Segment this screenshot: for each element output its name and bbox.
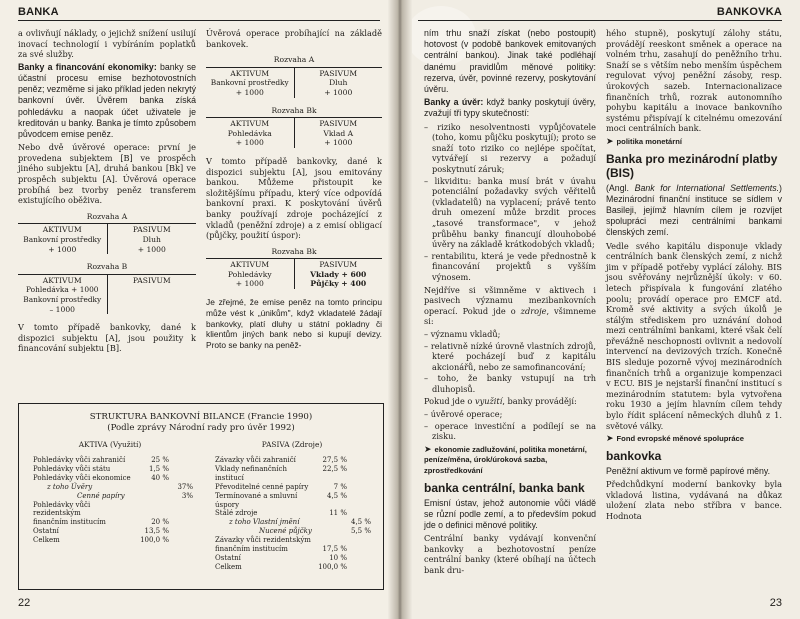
balance-rozvaha-a-2: Rozvaha A AKTIVUM Bankovní prostředky + 1000 PASIVUM Dluh + 1000 <box>206 55 382 97</box>
cross-reference: ➤ Fond evropské měnové spolupráce <box>606 433 744 444</box>
paragraph: Vedle svého kapitálu disponuje vklady centrálních bank členských zemí, z nichž jim v případě potřeby vyplácí zálohy. BIS jsou svěřovány nejrůznější úkoly: v 60. letech přispívala k fungování zlatého poolu; provádí operace pro EMCF atd. Kromě své aktivity a svých úkolů je stálým střediskem pro uznávání dohod mezi centrálními bankami, které však čelí převážně neschopnosti ovlivnit a nedovolí intervencí na devizových trzích. Konečně BIS sleduje pozorně vývoj mezinárodních finančních trhů a organizuje kompenzaci v ECU. BIS je nejstarší finanční institucí s mezinárodním statutem: byla vytvořena roku 1930 a jejím hlavním cílem tehdy bylo řídit splácení německých dluhů z 1. světové války. <box>606 240 782 431</box>
pasiva-heading: PASIVA (Zdroje) <box>261 440 323 449</box>
list-item: – relativně nízké úrovně vlastních zdrojů, které pocházejí buď z kapitálu akcionářů, nebo ze samofinancování; <box>424 341 596 373</box>
left-column-2 <box>206 28 382 353</box>
definition: Emisní ústav, jehož autonomie vůči vládě se různí podle zemí, a to především pokud jde o definici měnové politiky. <box>424 497 596 531</box>
arrow-icon: ➤ <box>606 433 614 444</box>
definition: Peněžní aktivum ve formě papírové měny. <box>606 465 771 476</box>
table-row: Termínované a smluvní úspory 4,5 % <box>215 491 347 509</box>
paragraph: Úvěrová operace probíhající na základě bankovek. <box>206 28 382 49</box>
list-item: – operace investiční a podílejí se na zisku. <box>424 421 596 442</box>
table-row: Převoditelné cenné papíry 7 % <box>215 482 347 491</box>
bold-term: Banky a financování ekonomiky: <box>18 61 157 72</box>
table-row: finančním institucím 20 % <box>33 518 169 527</box>
balance-rozvaha-a: Rozvaha A AKTIVUM Bankovní prostředky + 1000 PASIVUM Dluh + 1000 <box>18 212 196 254</box>
paragraph-banky-financovani: Banky a financování ekonomiky: banky se účastní procesu emise bezhotovostních peněz; vezměme si jako příklad jeden nekrytý bankovní úvěr. Úvěrem banka získá pohledávku a naopak účet uživatele je kreditován u banky. Banka je tímto způsobem původcem emise peněz. <box>18 61 196 139</box>
paragraph: ním trhu snaží získat (nebo postoupit) hotovost (v podobě bankovek emitovaných centrální bankou). Jinak také podléhají danému pravidlům měnové politiky: rezerva, úvěr, povinné rezervy, poskytování úvěru. <box>424 28 596 95</box>
table-row: Cenné papíry 3% <box>77 491 193 500</box>
bilance-table-frame <box>18 403 384 590</box>
list-zdroje <box>424 329 596 395</box>
table-row: Celkem 100,0 % <box>215 562 347 571</box>
list-item: – riziko nesolventnosti vypůjčovatele (toho, komu půjčku poskytují); proto se snaží toto riziko co nejlépe spočítat, vytvářejí si rezervy a požadují poskytnutí záruk; <box>424 122 596 175</box>
paragraph: a ovlivňují náklady, o jejichž snížení usilují inovací technologií i vybíráním poplatků za své služby. <box>18 28 196 60</box>
table-row: Pohledávky vůči ekonomice 40 % <box>33 473 169 482</box>
list-uver <box>424 122 596 283</box>
paragraph: hého stupně), poskytují zálohy státu, provádějí reeskont směnek a operace na volném trhu, zasahují do peněžního trhu. Snaží se s větším nebo menším úspěchem regulovat vývoj peněžní zásoby, resp. úrokových sazeb. Internacionalizace finančních trhů, rozrak autonomního pohybu kapitálu a inovace bankovního systému přispívají k citelnému omezování moci centrálních bank. <box>606 28 782 134</box>
paragraph: V tomto případě bankovky, dané k dispozici subjektu [A], jsou emitovány bankou. Můžeme přistoupit ke složitějšímu případu, který více odpovídá bankovní praxi. K poskytování úvěrů banky používají zdroje pocházející z vkladů (peněžní zdroje) a z emisí obligací (půjčky, použití úspor): <box>206 155 382 241</box>
table-row: Pohledávky vůči rezidentským <box>33 500 91 518</box>
paragraph: Je zřejmé, že emise peněz na tomto principu může vést k „únikům", když vkladatelé žádají bankovky, platí dluhy u státní pokladny či klientům jiných bank nebo si kupují devizy. Proto se banky na peněž- <box>206 297 382 351</box>
balance-rozvaha-bk-2: Rozvaha Bk AKTIVUM Pohledávky + 1000 PASIVUM Vklady + 600 Půjčky + 400 <box>206 247 382 289</box>
right-column-2 <box>606 28 782 523</box>
definition: (Angl. Bank for International Settlements.) Mezinárodní finanční instituce se sídlem v Basileji, jejímž hlavním cílem je rozvíjet spolupráci mezi centrálními bankami členských zemí. <box>606 182 782 238</box>
list-item: – toho, že banky vstupují na trh dluhopisů. <box>424 373 596 394</box>
table-title: STRUKTURA BANKOVNÍ BILANCE (Francie 1990) <box>89 412 313 422</box>
page-number-right: 23 <box>769 597 782 609</box>
paragraph: Nejdříve si všimněme v aktivech i pasivech významu mezibankovních operací. Pokud jde o zdroje, všimneme si: <box>424 284 596 327</box>
table-row: finančním institucím 17,5 % <box>215 545 347 554</box>
paragraph: V tomto případě bankovky, dané k dispozici subjektu [A], jsou použity k financování subjektu [B]. <box>18 322 196 354</box>
entry-heading-bis: Banka pro mezinárodní platby (BIS) <box>606 151 778 180</box>
list-item: – úvěrové operace; <box>424 409 596 420</box>
table-row: Celkem 100,0 % <box>33 536 169 545</box>
arrow-icon: ➤ <box>606 135 614 146</box>
table-row: Pohledávky vůči státu 1,5 % <box>33 464 169 473</box>
entry-heading-bankovka: bankovka <box>606 448 662 463</box>
paragraph: Centrální banky vydávají konvenční bankovky a bezhotovostní peníze centrální banky (které obíhají na účtech bank dru- <box>424 533 596 576</box>
paragraph: Nebo dvě úvěrové operace: první je provedena subjektem [B] ve prospěch jiného subjektu [A], druhá bankou [Bk] ve prospěch subjektu [A]. Úvěrová operace probíhá bez tvorby peněz transferem existujícího oběživa. <box>18 142 196 206</box>
table-row: Pohledávky vůči zahraničí 25 % <box>33 456 169 464</box>
table-row: Závazky vůči rezidentským <box>215 536 311 545</box>
balance-rozvaha-b: Rozvaha B AKTIVUM Pohledávka + 1000 Bankovní prostředky – 1000 PASIVUM <box>18 262 196 314</box>
cross-reference: ➤ ekonomie zadlužování, politika monetární, peníze/měna, úrok/úroková sazba, zprostředkování <box>424 443 587 476</box>
table-row: Ostatní 10 % <box>215 553 347 562</box>
list-vyuziti <box>424 409 596 442</box>
aktiva-list <box>33 456 193 545</box>
right-page <box>400 0 800 619</box>
book-gutter <box>388 0 412 619</box>
table-row: Stálé zdroje 11 % <box>215 509 347 518</box>
table-row: Nucené půjčky 5,5 % <box>259 527 371 536</box>
list-item: – likviditu: banka musí brát v úvahu potenciální požadavky svých věřitelů (vkladatelů) na vyplacení; právě tento druh omezení může brzdit proces „tasové transformace", v jehož průběhu banky financují dlouhobobé úvěry na základě krátkodobých vkladů; <box>424 176 596 250</box>
left-column-1 <box>18 28 196 356</box>
page-number-left: 22 <box>18 597 31 609</box>
table-row: z toho Vlastní jmění 4,5 % <box>229 518 371 527</box>
list-item: – významu vkladů; <box>424 329 596 340</box>
table-row: Závazky vůči zahraničí 27,5 % <box>215 456 347 464</box>
cross-reference: ➤ politika monetární <box>606 135 682 146</box>
list-item: – rentabilitu, která je vede přednostně k financování projektů s vyšším výnosem. <box>424 251 596 283</box>
running-header-right: BANKOVKA <box>418 6 782 21</box>
table-row: Ostatní 13,5 % <box>33 527 169 536</box>
paragraph: Předchůdkyní moderní bankovky byla vkladová listina, vydávaná na důkaz uložení zlata nebo stříbra v bance. Hodnota <box>606 479 782 521</box>
balance-rozvaha-bk: Rozvaha Bk AKTIVUM Pohledávka + 1000 PASIVUM Vklad A + 1000 <box>206 106 382 148</box>
table-row: Vklady nefinančních institucí 22,5 % <box>215 464 347 482</box>
paragraph-banky-uver: Banky a úvěr: když banky poskytují úvěry, zvažují tři typy skutečností: <box>424 97 596 119</box>
table-subtitle: (Podle zprávy Národní rady pro úvěr 1992) <box>107 423 295 433</box>
table-row: z toho Úvěry 37% <box>47 482 193 491</box>
paragraph: Pokud jde o využití, banky provádějí: <box>424 396 577 407</box>
aktiva-heading: AKTIVA (Využití) <box>78 440 142 449</box>
left-page <box>0 0 395 619</box>
arrow-icon: ➤ <box>424 443 432 454</box>
running-header-left: BANKA <box>18 6 380 21</box>
pasiva-list <box>215 456 371 572</box>
right-column-1 <box>424 28 596 578</box>
entry-heading-banka-centralni: banka centrální, banka bank <box>424 480 585 495</box>
